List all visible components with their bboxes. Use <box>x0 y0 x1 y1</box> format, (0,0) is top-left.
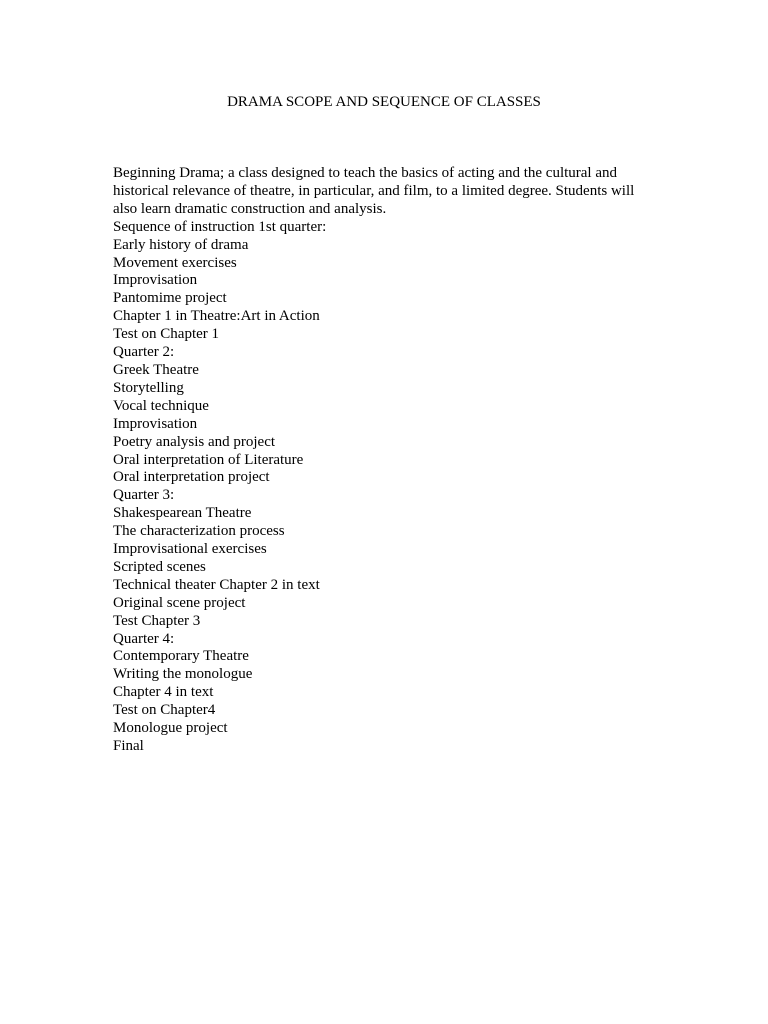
sequence-line: Technical theater Chapter 2 in text <box>113 576 320 593</box>
document-body <box>113 165 643 756</box>
sequence-line: Storytelling <box>113 379 184 396</box>
sequence-line: Quarter 3: <box>113 487 175 504</box>
sequence-line: Test Chapter 3 <box>113 612 201 629</box>
sequence-line: Improvisation <box>113 415 198 432</box>
sequence-list <box>113 219 643 756</box>
sequence-line: Greek Theatre <box>113 361 199 378</box>
sequence-line: Pantomime project <box>113 290 227 307</box>
sequence-line: Quarter 4: <box>113 630 175 647</box>
sequence-line: Contemporary Theatre <box>113 648 249 665</box>
sequence-line: Vocal technique <box>113 397 209 414</box>
sequence-line: Quarter 2: <box>113 344 175 361</box>
sequence-line: Final <box>113 738 144 754</box>
sequence-line: Chapter 4 in text <box>113 684 214 701</box>
sequence-line: Writing the monologue <box>113 666 253 683</box>
sequence-line: Early history of drama <box>113 236 249 253</box>
sequence-line: Test on Chapter 1 <box>113 326 220 343</box>
sequence-line: Improvisation <box>113 272 198 289</box>
sequence-line: Oral interpretation project <box>113 469 270 486</box>
sequence-line: Shakespearean Theatre <box>113 505 252 522</box>
sequence-line: Improvisational exercises <box>113 541 267 558</box>
sequence-line: Scripted scenes <box>113 558 206 575</box>
sequence-line: The characterization process <box>113 523 285 540</box>
sequence-line: Oral interpretation of Literature <box>113 451 304 468</box>
sequence-line: Poetry analysis and project <box>113 433 276 450</box>
sequence-line: Movement exercises <box>113 254 237 271</box>
sequence-line: Test on Chapter4 <box>113 702 216 719</box>
document-title: DRAMA SCOPE AND SEQUENCE OF CLASSES <box>227 94 541 110</box>
sequence-line: Chapter 1 in Theatre:Art in Action <box>113 308 320 325</box>
sequence-line: Monologue project <box>113 720 228 737</box>
sequence-line: Sequence of instruction 1st quarter: <box>113 218 327 235</box>
intro-paragraph: Beginning Drama; a class designed to teach the basics of acting and the cultural and historical relevance of theatre, in particular, and film, to a limited degree. Students will also learn dramatic construction and analysis. <box>113 165 635 217</box>
sequence-line: Original scene project <box>113 594 246 611</box>
